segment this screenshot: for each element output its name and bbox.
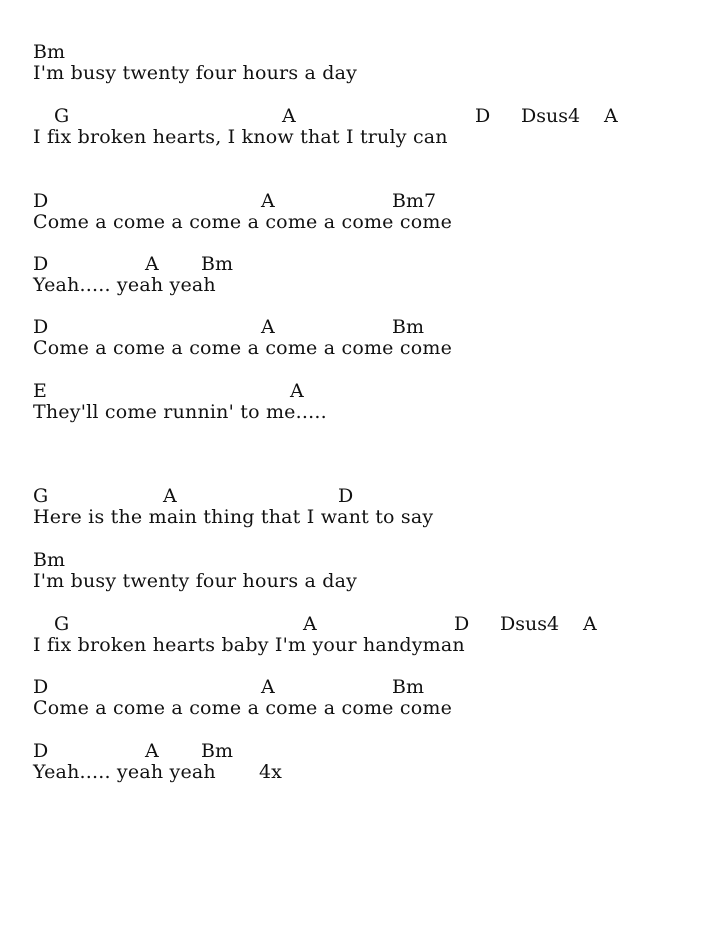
chord: Bm <box>392 676 424 698</box>
lyric-line: I fix broken hearts, I know that I truly can <box>33 126 448 148</box>
chord: G <box>54 613 70 635</box>
chord: A <box>261 676 275 698</box>
chord: A <box>145 740 159 762</box>
chord: D <box>33 253 49 275</box>
chord: D <box>338 485 354 507</box>
chord: D <box>33 676 49 698</box>
chord: Bm <box>33 41 65 63</box>
chord: A <box>303 613 317 635</box>
lyric-line: Yeah..... yeah yeah <box>33 761 216 783</box>
lyric-line: I'm busy twenty four hours a day <box>33 62 358 84</box>
chord: Bm <box>201 253 233 275</box>
chord: Dsus4 <box>521 105 581 127</box>
chord: A <box>290 380 304 402</box>
lyric-line: They'll come runnin' to me..... <box>33 401 327 423</box>
chord: Bm7 <box>392 190 437 212</box>
chord: D <box>454 613 470 635</box>
lyric-line: I fix broken hearts baby I'm your handyman <box>33 634 465 656</box>
lyric-line: I'm busy twenty four hours a day <box>33 570 358 592</box>
chord: A <box>604 105 618 127</box>
chord: D <box>33 316 49 338</box>
chord: D <box>33 190 49 212</box>
lyric-line: Here is the main thing that I want to say <box>33 506 434 528</box>
chord: Bm <box>33 549 65 571</box>
lyric-line: Come a come a come a come a come come <box>33 697 453 719</box>
chord: Bm <box>201 740 233 762</box>
chord: A <box>261 316 275 338</box>
chord: Dsus4 <box>500 613 560 635</box>
chord: Bm <box>392 316 424 338</box>
chord: A <box>583 613 597 635</box>
chord: G <box>33 485 49 507</box>
chord: G <box>54 105 70 127</box>
chord: D <box>475 105 491 127</box>
chord: D <box>33 740 49 762</box>
repeat-marker: 4x <box>259 761 282 783</box>
chord: A <box>145 253 159 275</box>
chord: A <box>282 105 296 127</box>
lyric-line: Come a come a come a come a come come <box>33 337 453 359</box>
chord: A <box>261 190 275 212</box>
lyric-line: Yeah..... yeah yeah <box>33 274 216 296</box>
chord: E <box>33 380 47 402</box>
lyric-line: Come a come a come a come a come come <box>33 211 453 233</box>
chord: A <box>163 485 177 507</box>
